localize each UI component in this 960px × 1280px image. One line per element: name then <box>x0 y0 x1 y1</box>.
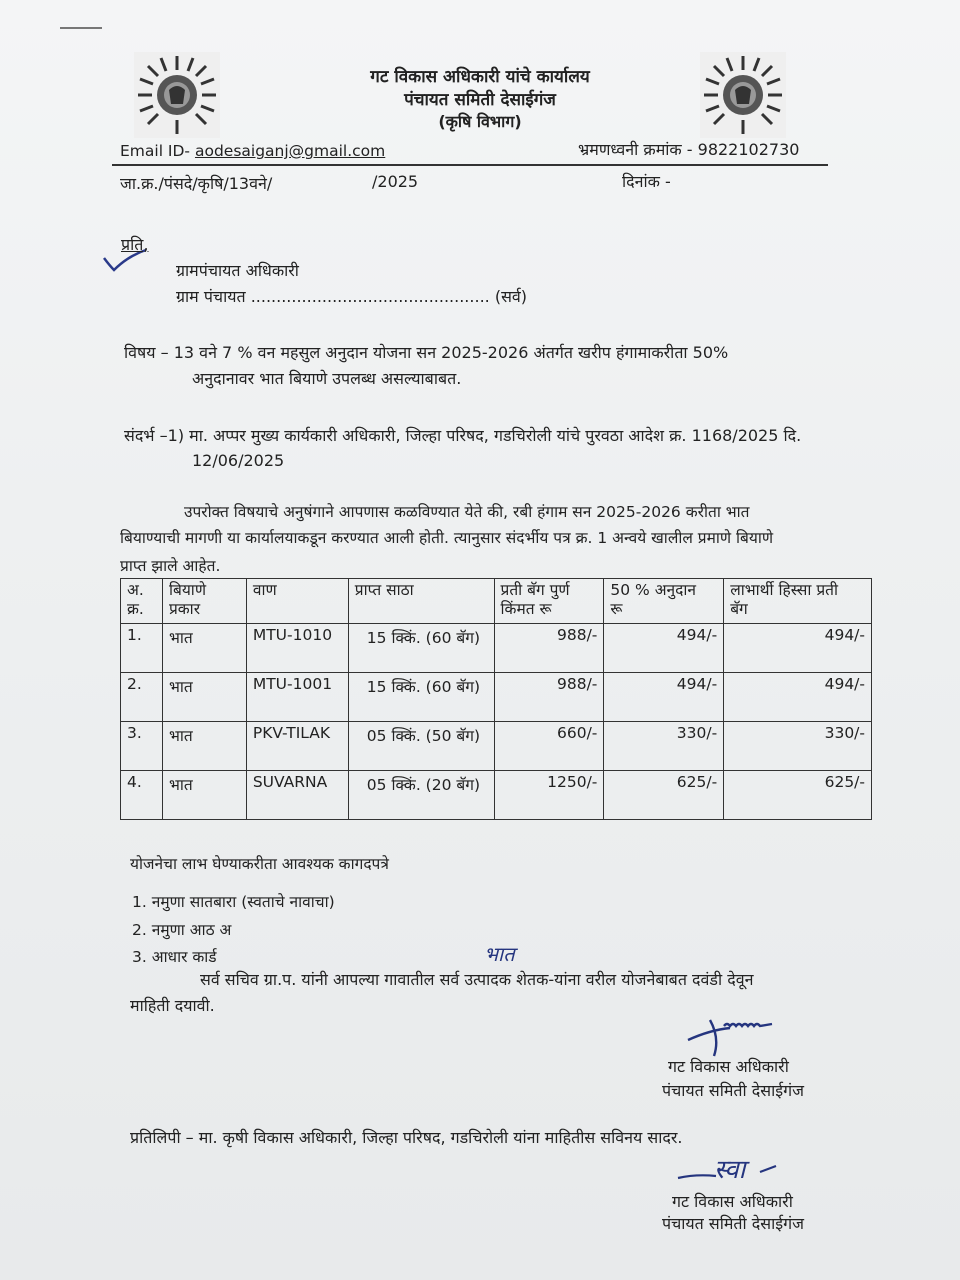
cell-subsidy: 625/- <box>604 771 724 820</box>
subject-line1: विषय – 13 वने 7 % वन महसुल अनुदान योजना सन 2025-2026 अंतर्गत खरीप हंगामाकरीता 50% <box>124 343 729 362</box>
instruction-line1: सर्व सचिव ग्रा.प. यांनी आपल्या गावातील सर्व उत्पादक शेतक-यांना वरील योजनेबाबत दवंडी देवून <box>200 970 754 989</box>
cell-beneficiary-share: 494/- <box>724 624 872 673</box>
document-item: 2. नमुणा आठ अ <box>132 921 232 939</box>
office-subtitle: पंचायत समिती देसाईगंज <box>404 90 556 110</box>
cell-full-price: 1250/- <box>494 771 604 820</box>
table-header-row <box>121 579 872 624</box>
table-row <box>121 624 872 673</box>
header-subsidy: 50 % अनुदान रू <box>604 579 724 624</box>
documents-heading: योजनेचा लाभ घेण्याकरीता आवश्यक कागदपत्रे <box>130 855 389 873</box>
reference-number: जा.क्र./पंसदे/कृषि/13वने/ <box>120 174 273 193</box>
cell-subsidy: 494/- <box>604 673 724 722</box>
addressee-line1: ग्रामपंचायत अधिकारी <box>176 261 299 280</box>
date-label: दिनांक - <box>622 172 671 191</box>
right-emblem-icon <box>700 52 786 138</box>
cell-variety: SUVARNA <box>246 771 348 820</box>
cell-full-price: 988/- <box>494 673 604 722</box>
cell-beneficiary-share: 625/- <box>724 771 872 820</box>
cell-serial: 2. <box>121 673 163 722</box>
mobile-number: भ्रमणध्वनी क्रमांक - 9822102730 <box>578 140 800 159</box>
email-link[interactable]: aodesaiganj@gmail.com <box>194 142 386 160</box>
top-mark <box>60 27 102 29</box>
header-stock-received: प्राप्त साठा <box>348 579 494 624</box>
header-seed-type: बियाणे प्रकार <box>162 579 246 624</box>
reference-line2: 12/06/2025 <box>192 451 285 470</box>
cell-beneficiary-share: 330/- <box>724 722 872 771</box>
department-label: (कृषि विभाग) <box>438 112 522 131</box>
signature-1-icon <box>680 1010 780 1060</box>
seed-table <box>120 578 872 820</box>
office-title: गट विकास अधिकारी यांचे कार्यालय <box>370 67 590 87</box>
addressee-line2: ग्राम पंचायत ............................................... (सर्व) <box>176 287 528 306</box>
header-divider <box>112 164 828 166</box>
to-label: प्रति, <box>121 235 149 254</box>
left-emblem-icon <box>134 52 220 138</box>
handwritten-initials: स्वा <box>714 1155 746 1185</box>
subject-line2: अनुदानावर भात बियाणे उपलब्ध असल्याबाबत. <box>192 369 462 388</box>
signatory-title: गट विकास अधिकारी <box>672 1192 793 1211</box>
instruction-line2: माहिती दयावी. <box>130 996 215 1015</box>
cell-seed-type: भात <box>162 722 246 771</box>
cell-variety: MTU-1010 <box>246 624 348 673</box>
email-line <box>120 142 385 160</box>
table-row <box>121 771 872 820</box>
handwritten-insert: भात <box>484 942 515 966</box>
body-line2: बियाण्याची मागणी या कार्यालयाकडून करण्यात आली होती. त्यानुसार संदर्भीय पत्र क्र. 1 अन्वये खालील प्रमाणे बियाणे <box>120 529 774 547</box>
cell-serial: 1. <box>121 624 163 673</box>
reference-line1: संदर्भ –1) मा. अप्पर मुख्य कार्यकारी अधिकारी, जिल्हा परिषद, गडचिरोली यांचे पुरवठा आदेश क्र. 1168/2025 दि. <box>124 426 802 445</box>
cell-serial: 4. <box>121 771 163 820</box>
signatory-title: गट विकास अधिकारी <box>668 1057 789 1076</box>
cell-seed-type: भात <box>162 624 246 673</box>
document-item: 3. आधार कार्ड <box>132 948 217 966</box>
cell-stock: 15 क्किं. (60 बॅग) <box>348 673 494 722</box>
header-serial: अ. क्र. <box>121 579 163 624</box>
signatory-office: पंचायत समिती देसाईगंज <box>662 1081 804 1100</box>
cell-variety: MTU-1001 <box>246 673 348 722</box>
cell-stock: 15 क्किं. (60 बॅग) <box>348 624 494 673</box>
cell-beneficiary-share: 494/- <box>724 673 872 722</box>
table-row <box>121 673 872 722</box>
header-beneficiary-share: लाभार्थी हिस्सा प्रती बॅग <box>724 579 872 624</box>
email-label: Email ID- <box>120 142 191 160</box>
header-variety: वाण <box>246 579 348 624</box>
reference-year: /2025 <box>372 172 419 191</box>
signatory-office: पंचायत समिती देसाईगंज <box>662 1214 804 1233</box>
copy-to-line: प्रतिलिपी – मा. कृषी विकास अधिकारी, जिल्हा परिषद, गडचिरोली यांना माहितीस सविनय सादर. <box>130 1128 683 1147</box>
body-line1: उपरोक्त विषयाचे अनुषंगाने आपणास कळविण्यात येते की, रबी हंगाम सन 2025-2026 करीता भात <box>184 503 750 521</box>
body-line3: प्राप्त झाले आहेत. <box>120 557 221 575</box>
cell-full-price: 988/- <box>494 624 604 673</box>
cell-serial: 3. <box>121 722 163 771</box>
table-row <box>121 722 872 771</box>
cell-full-price: 660/- <box>494 722 604 771</box>
cell-seed-type: भात <box>162 673 246 722</box>
cell-seed-type: भात <box>162 771 246 820</box>
cell-stock: 05 क्किं. (20 बॅग) <box>348 771 494 820</box>
cell-stock: 05 क्किं. (50 बॅग) <box>348 722 494 771</box>
header-full-price: प्रती बॅग पुर्ण किंमत रू <box>494 579 604 624</box>
cell-subsidy: 494/- <box>604 624 724 673</box>
cell-subsidy: 330/- <box>604 722 724 771</box>
cell-variety: PKV-TILAK <box>246 722 348 771</box>
signature-2-stroke-icon <box>676 1160 796 1186</box>
document-item: 1. नमुणा सातबारा (स्वताचे नावाचा) <box>132 893 335 911</box>
